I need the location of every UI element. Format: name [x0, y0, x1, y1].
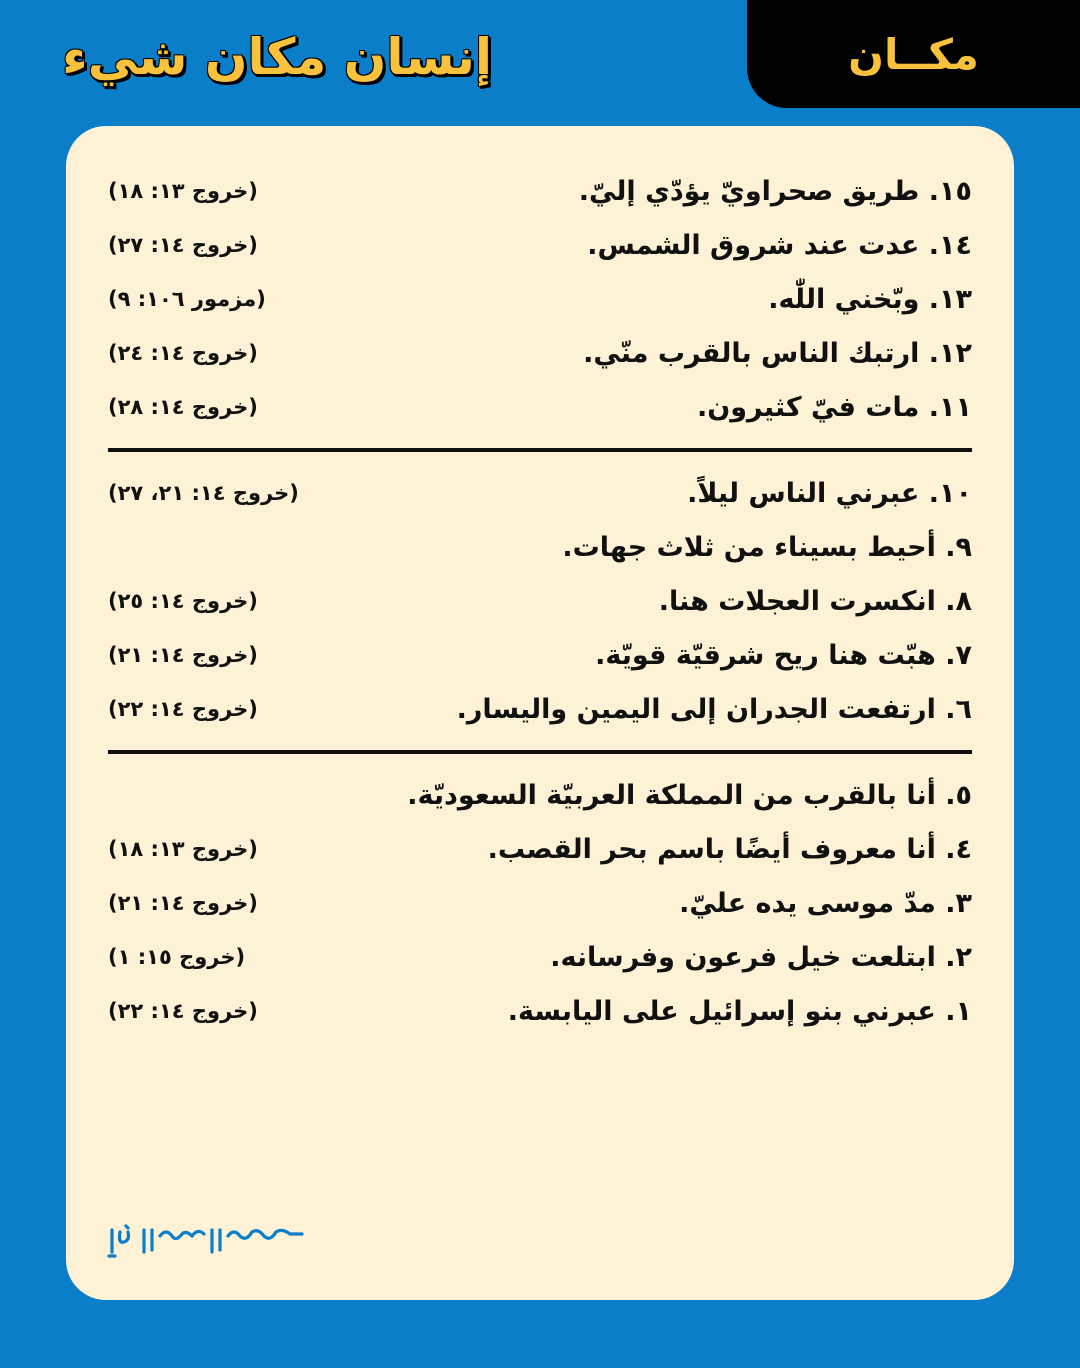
clue-reference: (خروج ١٤: ٢٨)	[108, 395, 258, 419]
clue-reference: (خروج ١٤: ٢٥)	[108, 589, 258, 613]
clue-card	[66, 126, 1014, 1300]
clue-text: ١٠. عبرني الناس ليلاً.	[687, 477, 972, 509]
clue-row	[108, 380, 972, 434]
clue-text: ١٥. طريق صحراويّ يؤدّي إليّ.	[578, 175, 972, 207]
clue-text: ٧. هبّت هنا ريح شرقيّة قويّة.	[595, 639, 972, 671]
clue-reference: (خروج ١٤: ٢٧)	[108, 233, 258, 257]
clue-text: ١٤. عدت عند شروق الشمس.	[587, 229, 972, 261]
clue-text: ٥. أنا بالقرب من المملكة العربيّة السعوديّة.	[407, 779, 972, 811]
category-tab	[747, 0, 1080, 108]
clue-reference: (خروج ١٤: ٢٤)	[108, 341, 258, 365]
clue-text: ١٢. ارتبك الناس بالقرب منّي.	[583, 337, 972, 369]
clue-text: ٢. ابتلعت خيل فرعون وفرسانه.	[550, 941, 972, 973]
clue-row	[108, 628, 972, 682]
clue-text: ١. عبرني بنو إسرائيل على اليابسة.	[507, 995, 972, 1027]
clue-row	[108, 682, 972, 736]
clue-row	[108, 272, 972, 326]
clue-row	[108, 164, 972, 218]
section-divider	[108, 448, 972, 452]
clue-row	[108, 326, 972, 380]
clue-reference: (خروج ١٣: ١٨)	[108, 179, 258, 203]
clue-reference: (خروج ١٤: ٢٢)	[108, 999, 258, 1023]
section-divider	[108, 750, 972, 754]
handwritten-logo-icon	[106, 1222, 306, 1258]
clue-row	[108, 768, 972, 822]
clue-reference: (خروج ١٤: ٢١)	[108, 643, 258, 667]
clue-reference: (خروج ١٤: ٢١)	[108, 891, 258, 915]
clue-text: ٨. انكسرت العجلات هنا.	[658, 585, 972, 617]
clue-text: ٦. ارتفعت الجدران إلى اليمين واليسار.	[456, 693, 972, 725]
clue-text: ١٣. وبّخني اللّٰه.	[768, 283, 972, 315]
clue-text: ٣. مدّ موسى يده عليّ.	[679, 887, 972, 919]
clue-row	[108, 876, 972, 930]
clue-text: ٤. أنا معروف أيضًا باسم بحر القصب.	[487, 833, 972, 865]
clue-row	[108, 520, 972, 574]
clue-reference: (خروج ١٥: ١)	[108, 945, 246, 969]
clue-reference: (خروج ١٣: ١٨)	[108, 837, 258, 861]
clue-reference: (خروج ١٤: ٢١، ٢٧)	[108, 481, 299, 505]
clue-row	[108, 822, 972, 876]
clue-text: ٩. أحيط بسيناء من ثلاث جهات.	[562, 531, 972, 563]
clue-row	[108, 930, 972, 984]
clue-text: ١١. مات فيّ كثيرون.	[696, 391, 972, 423]
clue-row	[108, 218, 972, 272]
clue-reference: (خروج ١٤: ٢٢)	[108, 697, 258, 721]
clue-row	[108, 574, 972, 628]
game-title: إنسان مكان شيء	[62, 28, 492, 86]
category-label: مكــان	[848, 29, 979, 79]
brand-logo	[106, 1222, 306, 1258]
clue-list	[108, 164, 972, 1038]
clue-row	[108, 984, 972, 1038]
clue-reference: (مزمور ١٠٦: ٩)	[108, 287, 266, 311]
clue-row	[108, 466, 972, 520]
